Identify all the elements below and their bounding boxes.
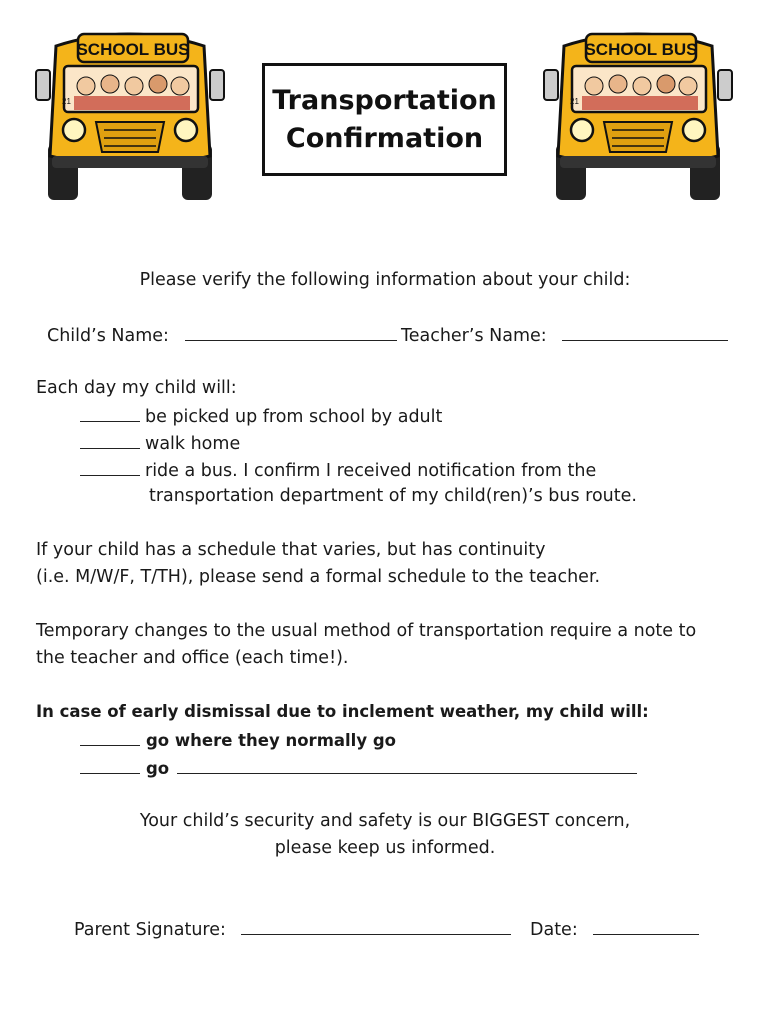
option-bus-blank[interactable]	[80, 458, 140, 476]
date-blank[interactable]	[593, 917, 699, 935]
weather-heading: In case of early dismissal due to inclement weather, my child will:	[36, 702, 649, 721]
title-line-2: Confirmation	[285, 122, 484, 154]
schedule-line-1: If your child has a schedule that varies, but has continuity	[36, 540, 546, 560]
weather-option-other-blank[interactable]	[80, 756, 140, 774]
parent-signature-blank[interactable]	[241, 917, 511, 935]
option-pickup	[80, 404, 442, 428]
each-day-heading: Each day my child will:	[36, 378, 237, 398]
option-bus-label: ride a bus. I confirm I received notification from the	[145, 461, 597, 481]
child-name-row	[47, 323, 397, 347]
weather-option-normal-blank[interactable]	[80, 728, 140, 746]
schedule-line-2: (i.e. M/W/F, T/TH), please send a formal schedule to the teacher.	[36, 567, 601, 587]
date-row	[530, 917, 699, 941]
parent-signature-row	[74, 917, 511, 941]
temporary-line-2: the teacher and office (each time!).	[36, 648, 349, 668]
intro-text: Please verify the following information about your child:	[139, 270, 631, 290]
bus-sign-text: SCHOOL BUS	[76, 40, 190, 59]
teacher-name-label: Teacher’s Name:	[401, 326, 547, 346]
teacher-name-blank[interactable]	[562, 323, 728, 341]
option-bus	[80, 458, 596, 482]
parent-signature-label: Parent Signature:	[74, 920, 226, 940]
teacher-name-row	[401, 323, 728, 347]
option-pickup-label: be picked up from school by adult	[145, 407, 443, 427]
option-walk	[80, 431, 240, 455]
closing-line-2: please keep us informed.	[274, 838, 496, 858]
closing-line-1: Your child’s security and safety is our BIGGEST concern,	[139, 811, 631, 831]
bus-number: 21	[62, 97, 71, 106]
date-label: Date:	[530, 920, 578, 940]
title-box	[262, 63, 507, 176]
option-walk-label: walk home	[145, 434, 241, 454]
option-bus-continuation: transportation department of my child(ren)’s bus route.	[149, 486, 637, 506]
option-walk-blank[interactable]	[80, 431, 140, 449]
weather-option-other-label: go	[146, 759, 170, 778]
temporary-line-1: Temporary changes to the usual method of transportation require a note to	[36, 621, 697, 641]
bus-number: 21	[570, 97, 579, 106]
child-name-label: Child’s Name:	[47, 326, 169, 346]
school-bus-illustration-left	[34, 26, 226, 208]
weather-option-other	[80, 756, 637, 780]
bus-sign-text: SCHOOL BUS	[584, 40, 698, 59]
title-line-1: Transportation	[272, 84, 497, 116]
option-pickup-blank[interactable]	[80, 404, 140, 422]
weather-option-normal	[80, 728, 396, 752]
weather-option-normal-label: go where they normally go	[146, 731, 396, 750]
school-bus-illustration-right	[542, 26, 734, 208]
child-name-blank[interactable]	[185, 323, 397, 341]
weather-other-location-blank[interactable]	[177, 756, 637, 774]
